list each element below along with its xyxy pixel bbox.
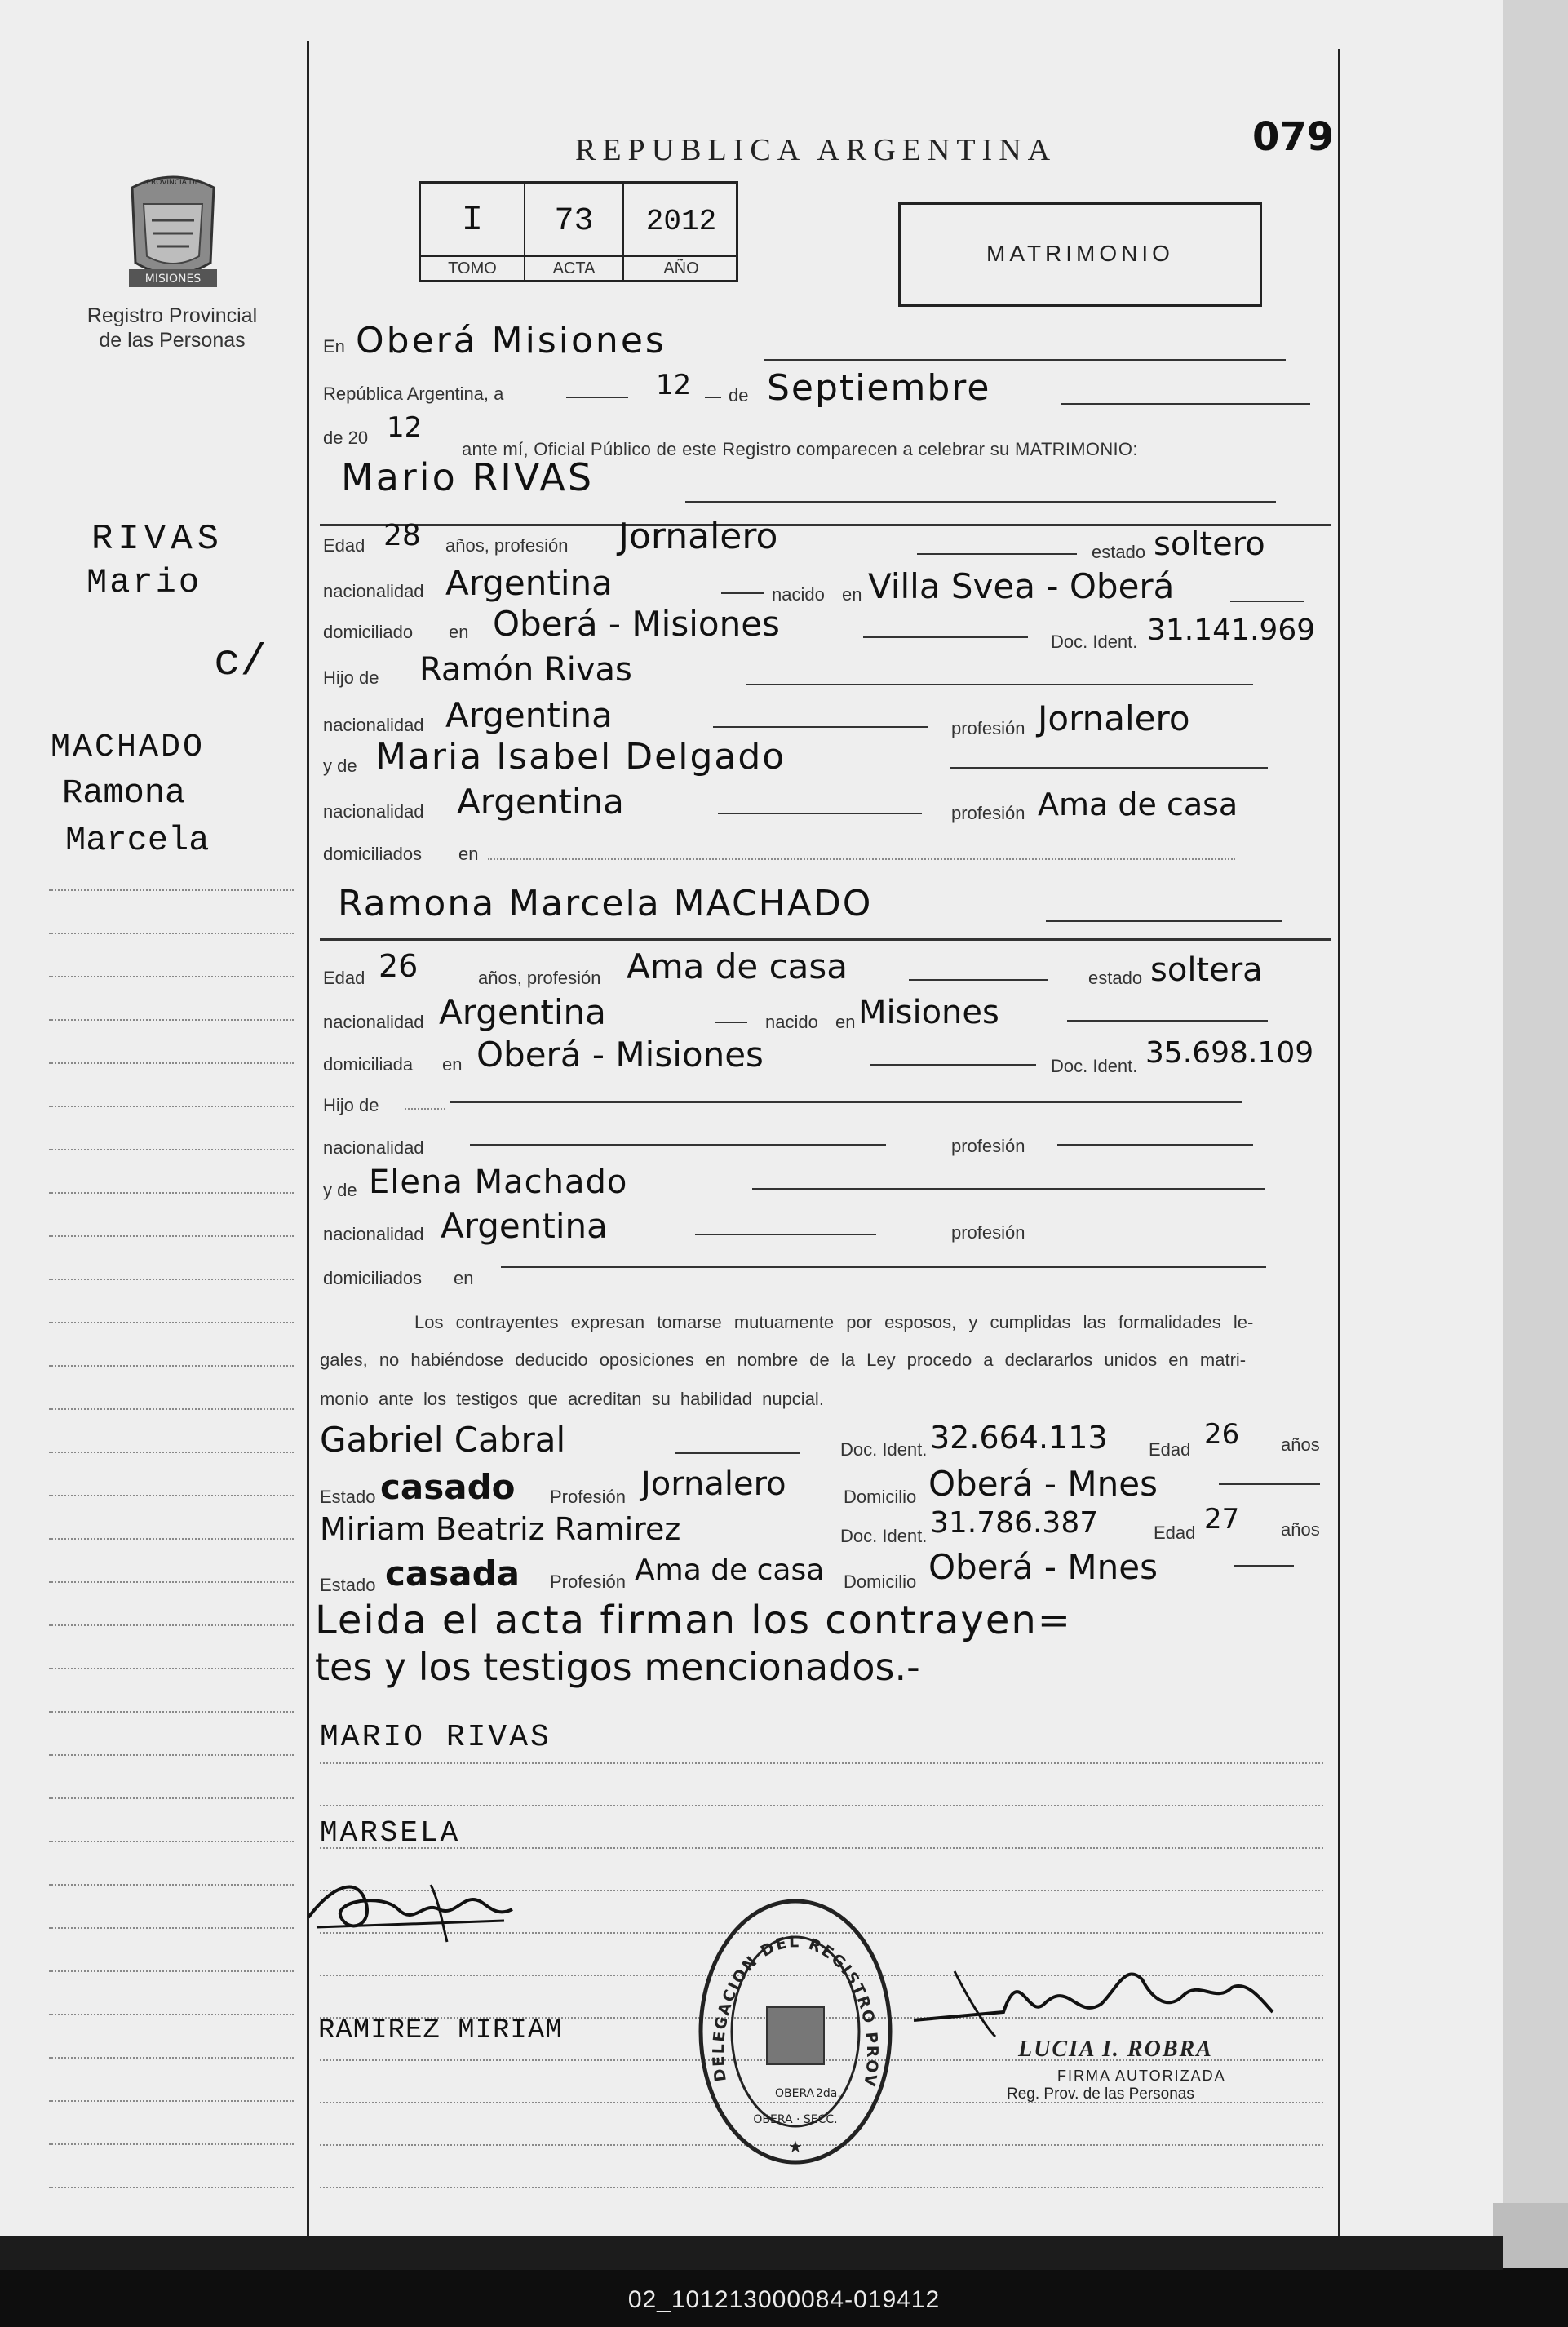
seal-inner-bottom: OBERA · SECC. xyxy=(753,2113,838,2126)
groom-father-line xyxy=(746,684,1253,685)
witness1-doc: 32.664.113 xyxy=(930,1420,1108,1456)
groom-mother-nationality: Argentina xyxy=(457,782,624,822)
margin-ruled-line xyxy=(49,1841,294,1842)
body-ruled-line xyxy=(320,1805,1323,1806)
bride-name: Ramona Marcela MACHADO xyxy=(338,883,873,924)
bride-mother-prof-label: profesión xyxy=(951,1222,1025,1243)
year-prefix: de 20 xyxy=(323,428,369,448)
bride-mother-nat-label: nacionalidad xyxy=(323,1224,424,1244)
margin-surname-2: MACHADO xyxy=(51,729,206,766)
margin-ruled-line xyxy=(49,1408,294,1410)
groom-age: 28 xyxy=(383,519,421,552)
witness1-estado-label: Estado xyxy=(320,1487,376,1507)
groom-profession: Jornalero xyxy=(618,516,778,557)
margin-ruled-line xyxy=(49,1192,294,1194)
margin-ruled-line xyxy=(49,1797,294,1799)
body-ruled-line xyxy=(320,1762,1323,1764)
year-suffix: 12 xyxy=(387,411,423,444)
bride-parents-dom-line xyxy=(501,1266,1266,1268)
bride-father-nat-label: nacionalidad xyxy=(323,1137,424,1158)
groom-dom-en: en xyxy=(449,622,469,642)
bride-age-label: Edad xyxy=(323,968,365,988)
header-title: REPUBLICA ARGENTINA xyxy=(575,133,1057,167)
bride-hijo-label: Hijo de xyxy=(323,1095,379,1115)
margin-surname-1: RIVAS xyxy=(91,519,224,560)
tomo-label: TOMO xyxy=(448,259,497,277)
signature-bride: MARSELA xyxy=(320,1816,461,1850)
declaration-line-2: gales, no habiéndose deducido oposiciones en nombre de la Ley procedo a declararlos unidos en matri- xyxy=(320,1350,1247,1370)
bride-estado: soltera xyxy=(1150,951,1263,989)
witness1-anos-label: años xyxy=(1281,1434,1320,1455)
bride-father-dots xyxy=(405,1108,445,1110)
groom-estado-label: estado xyxy=(1092,542,1146,562)
groom-mother-prof-label: profesión xyxy=(951,803,1025,823)
registry-seal-icon xyxy=(693,1893,897,2170)
margin-ruled-line xyxy=(49,1062,294,1064)
margin-ruled-line xyxy=(49,1668,294,1669)
margin-connector: c/ xyxy=(214,638,267,688)
bride-doc-label: Doc. Ident. xyxy=(1051,1056,1138,1076)
margin-ruled-line xyxy=(49,2187,294,2188)
month-line xyxy=(1061,403,1310,405)
bride-estado-label: estado xyxy=(1088,968,1143,988)
witness1-age-label: Edad xyxy=(1149,1439,1191,1460)
groom-father-profession: Jornalero xyxy=(1038,698,1190,738)
bride-nacido-label: nacido xyxy=(765,1012,818,1032)
witness1-estado: casado xyxy=(380,1467,516,1507)
tomo-value: I xyxy=(461,200,484,241)
month-value: Septiembre xyxy=(767,367,991,409)
groom-father-prof-label: profesión xyxy=(951,718,1025,738)
groom-parents-dom-line xyxy=(488,858,1235,860)
groom-nacido-label: nacido xyxy=(772,584,825,605)
margin-ruled-line xyxy=(49,1279,294,1280)
bride-nat-line xyxy=(715,1022,747,1023)
bride-mother: Elena Machado xyxy=(369,1164,628,1201)
province-crest-icon xyxy=(121,171,225,294)
groom-mother-nat-label: nacionalidad xyxy=(323,801,424,822)
right-margin-rule xyxy=(1338,49,1340,2236)
seal-outer-text: DELEGACION DEL REGISTRO PROV xyxy=(709,1933,882,2090)
groom-birthplace: Villa Svea - Oberá xyxy=(868,566,1175,606)
crest-text-top: PROVINCIA DE xyxy=(146,179,200,187)
margin-ruled-line xyxy=(49,1970,294,1972)
place-line xyxy=(764,359,1286,361)
signature-witness1-scribble xyxy=(300,1868,529,1950)
body-ruled-line xyxy=(320,1847,1323,1849)
bride-age-prof-label: años, profesión xyxy=(478,968,601,988)
margin-ruled-line xyxy=(49,933,294,934)
bride-doc: 35.698.109 xyxy=(1145,1036,1314,1070)
register-box xyxy=(419,181,738,282)
witness1-name-line xyxy=(675,1452,800,1454)
margin-ruled-line xyxy=(49,1322,294,1323)
groom-birthplace-line xyxy=(1230,601,1304,602)
place-value: Oberá Misiones xyxy=(356,320,667,361)
groom-father-nat-line xyxy=(713,726,928,728)
bride-nationality: Argentina xyxy=(439,992,606,1032)
margin-name-2: Ramona xyxy=(62,773,186,813)
act-type-box xyxy=(898,202,1262,307)
groom-mother-profession: Ama de casa xyxy=(1038,787,1238,822)
day-value: 12 xyxy=(656,369,692,401)
margin-ruled-line xyxy=(49,2057,294,2059)
witness2-name: Miriam Beatriz Ramirez xyxy=(320,1511,681,1547)
bride-name-line xyxy=(1046,920,1282,922)
intro-text: ante mí, Oficial Público de este Registro comparecen a celebrar su MATRIMONIO: xyxy=(462,439,1138,459)
bride-parents-dom-label: domiciliados xyxy=(323,1268,423,1288)
registry-name: Registro Provincial de las Personas xyxy=(86,304,258,352)
groom-age-prof-label: años, profesión xyxy=(445,535,569,556)
next-page-corner xyxy=(1493,2203,1568,2268)
bride-domicile-line xyxy=(870,1064,1036,1066)
margin-ruled-line xyxy=(49,1754,294,1756)
witness2-dom-label: Domicilio xyxy=(844,1571,917,1592)
margin-ruled-line xyxy=(49,1452,294,1453)
witness2-age-label: Edad xyxy=(1154,1523,1196,1543)
witness1-age: 26 xyxy=(1204,1418,1240,1451)
margin-ruled-line xyxy=(49,889,294,891)
bride-father-prof-label: profesión xyxy=(951,1136,1025,1156)
margin-ruled-line xyxy=(49,1149,294,1150)
margin-ruled-line xyxy=(49,2100,294,2102)
margin-ruled-line xyxy=(49,1019,294,1021)
body-ruled-line xyxy=(320,2187,1323,2188)
witness2-profession: Ama de casa xyxy=(635,1554,825,1587)
seal-inner-right: 2da. xyxy=(816,2087,841,2100)
groom-father: Ramón Rivas xyxy=(419,651,632,689)
margin-ruled-line xyxy=(49,1365,294,1367)
en-label: En xyxy=(323,336,345,357)
witness2-age: 27 xyxy=(1204,1503,1240,1536)
bride-father-line xyxy=(450,1101,1242,1103)
margin-ruled-line xyxy=(49,1106,294,1107)
act-type: MATRIMONIO xyxy=(986,241,1174,266)
groom-profession-line xyxy=(917,553,1077,555)
bride-dom-en: en xyxy=(442,1054,463,1075)
witness2-estado: casada xyxy=(385,1554,520,1593)
official-title: FIRMA AUTORIZADA xyxy=(1057,2068,1226,2084)
groom-doc-label: Doc. Ident. xyxy=(1051,632,1138,652)
day-line-a xyxy=(566,397,628,398)
bride-father-prof-line xyxy=(1057,1144,1253,1146)
bride-birthplace-line xyxy=(1067,1020,1268,1022)
margin-ruled-line xyxy=(49,1624,294,1626)
closing-line-2: tes y los testigos mencionados.- xyxy=(315,1645,920,1689)
witness1-dom-line xyxy=(1219,1483,1320,1485)
day-line-b xyxy=(705,397,721,398)
groom-doc: 31.141.969 xyxy=(1147,614,1316,647)
margin-ruled-line xyxy=(49,1711,294,1713)
acta-value: 73 xyxy=(554,203,594,240)
groom-father-nat-label: nacionalidad xyxy=(323,715,424,735)
margin-ruled-line xyxy=(49,1581,294,1583)
margin-ruled-line xyxy=(49,1927,294,1929)
groom-domicile-line xyxy=(863,636,1028,638)
groom-name: Mario RIVAS xyxy=(341,455,595,499)
witness2-domicile: Oberá - Mnes xyxy=(928,1547,1158,1587)
margin-ruled-line xyxy=(49,976,294,977)
groom-nationality: Argentina xyxy=(445,563,613,603)
groom-parents-dom-en: en xyxy=(458,844,479,864)
crest-text-bottom: MISIONES xyxy=(144,273,202,286)
witness2-anos-label: años xyxy=(1281,1519,1320,1540)
declaration-line-1: Los contrayentes expresan tomarse mutuamente por esposos, y cumplidas las formalidades le- xyxy=(414,1312,1254,1332)
witness1-prof-label: Profesión xyxy=(550,1487,626,1507)
margin-name-1: Mario xyxy=(86,563,202,602)
groom-mother-line xyxy=(950,767,1268,769)
official-org: Reg. Prov. de las Personas xyxy=(1007,2085,1194,2103)
bride-birthplace: Misiones xyxy=(858,994,999,1031)
groom-age-label: Edad xyxy=(323,535,365,556)
signature-groom: MARIO RIVAS xyxy=(320,1720,551,1755)
margin-ruled-line xyxy=(49,1495,294,1496)
groom-parents-dom-label: domiciliados xyxy=(323,844,423,864)
groom-nacido-en: en xyxy=(842,584,862,605)
margin-ruled-line xyxy=(49,2014,294,2015)
witness2-prof-label: Profesión xyxy=(550,1571,626,1592)
page-bottom-edge xyxy=(0,2236,1503,2270)
witness2-dom-line xyxy=(1234,1565,1294,1567)
bride-nat-label: nacionalidad xyxy=(323,1012,424,1032)
witness2-estado-label: Estado xyxy=(320,1575,376,1595)
witness2-doc: 31.786.387 xyxy=(930,1506,1099,1540)
de-label: de xyxy=(729,385,749,406)
witness1-doc-label: Doc. Ident. xyxy=(840,1439,928,1460)
official-name: LUCIA I. ROBRA xyxy=(1018,2037,1213,2062)
closing-line-1: Leida el acta firman los contrayen= xyxy=(315,1598,1072,1643)
bride-mother-nat-line xyxy=(695,1234,876,1235)
witness1-name: Gabriel Cabral xyxy=(320,1420,566,1460)
scan-footer-id: 02_101213000084-019412 xyxy=(627,2286,941,2313)
bride-age: 26 xyxy=(379,948,419,984)
groom-yde-label: y de xyxy=(323,756,357,776)
declaration-line-3: monio ante los testigos que acreditan su habilidad nupcial. xyxy=(320,1389,824,1409)
witness1-dom-label: Domicilio xyxy=(844,1487,917,1507)
bride-profession-line xyxy=(909,979,1048,981)
groom-mother-nat-line xyxy=(718,813,922,814)
bride-domicile: Oberá - Misiones xyxy=(476,1035,764,1075)
groom-hijo-label: Hijo de xyxy=(323,667,379,688)
bride-mother-line xyxy=(752,1188,1265,1190)
anio-value: 2012 xyxy=(645,205,717,238)
margin-ruled-line xyxy=(49,2143,294,2145)
bride-yde-label: y de xyxy=(323,1180,357,1200)
margin-ruled-line xyxy=(49,1235,294,1237)
margin-ruled-line xyxy=(49,1538,294,1540)
witness1-profession: Jornalero xyxy=(641,1465,786,1503)
groom-nat-label: nacionalidad xyxy=(323,581,424,601)
groom-nat-line xyxy=(721,592,764,594)
bride-father-nat-line xyxy=(470,1144,886,1146)
republica-label: República Argentina, a xyxy=(323,383,504,404)
signature-witness2: RAMIREZ MIRIAM xyxy=(318,2015,563,2046)
bride-nacido-en: en xyxy=(835,1012,856,1032)
bride-mother-nationality: Argentina xyxy=(441,1206,608,1246)
witness2-doc-label: Doc. Ident. xyxy=(840,1526,928,1546)
groom-father-nationality: Argentina xyxy=(445,695,613,735)
bride-dom-label: domiciliada xyxy=(323,1054,414,1075)
witness1-domicile: Oberá - Mnes xyxy=(928,1464,1158,1504)
page-number-stamp: 079 xyxy=(1252,114,1335,160)
seal-inner-top: OBERA xyxy=(775,2087,815,2100)
next-page-edge xyxy=(1503,0,1568,2252)
margin-name-3: Marcela xyxy=(65,821,210,860)
groom-dom-label: domiciliado xyxy=(323,622,414,642)
groom-estado: soltero xyxy=(1154,525,1265,563)
bride-parents-dom-en: en xyxy=(454,1268,474,1288)
margin-ruled-line xyxy=(49,1884,294,1886)
bride-profession: Ama de casa xyxy=(627,946,848,986)
groom-domicile: Oberá - Misiones xyxy=(493,604,780,644)
seal-star-icon: ★ xyxy=(788,2139,803,2156)
acta-label: ACTA xyxy=(552,259,596,277)
bride-separator xyxy=(320,938,1331,941)
anio-label: AÑO xyxy=(663,259,699,277)
groom-name-line xyxy=(685,501,1276,503)
groom-mother: Maria Isabel Delgado xyxy=(375,736,786,778)
